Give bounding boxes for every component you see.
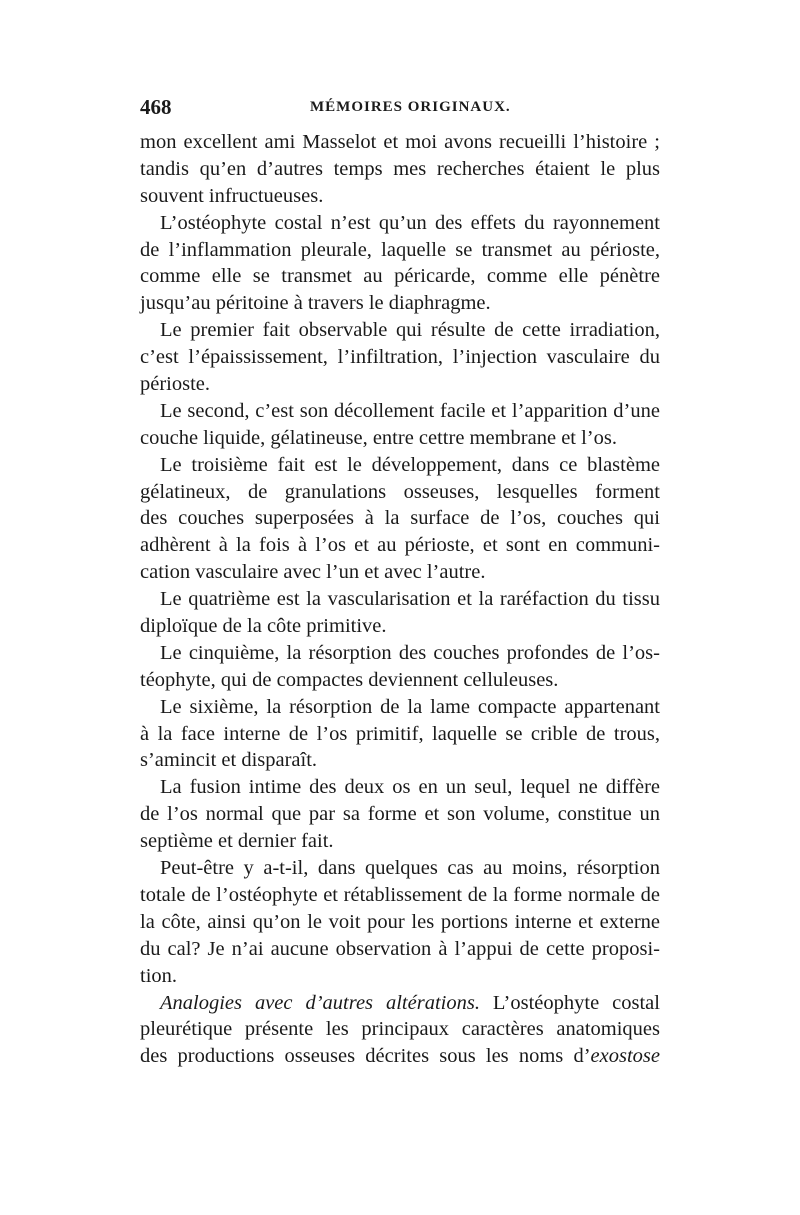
text-lines — [140, 129, 660, 990]
text-line: des couches superposées à la surface de l’os, couches qui — [140, 507, 660, 530]
text-line: c’est l’épaississement, l’infiltration, l’injection vasculaire du — [140, 346, 660, 369]
text-line: Le cinquième, la résorption des couches profondes de l’os- — [160, 641, 660, 664]
text-line: gélatineux, de granulations osseuses, lesquelles forment — [140, 480, 660, 503]
text-line: Le sixième, la résorption de la lame compacte appartenant — [160, 695, 660, 718]
text-line: L’ostéophyte costal n’est qu’un des effets du rayonnement — [160, 211, 660, 234]
text-line: du cal? Je n’ai aucune observation à l’appui de cette proposi- — [140, 937, 660, 960]
text-line: mon excellent ami Masselot et moi avons recueilli l’histoire ; — [140, 131, 660, 153]
text-line: périoste. — [140, 373, 211, 396]
text-line: de l’os normal que par sa forme et son volume, constitue un — [140, 803, 660, 826]
italic-term: exostose — [590, 1045, 660, 1068]
text-line: tandis qu’en d’autres temps mes recherches étaient le plus — [140, 157, 660, 180]
text-line — [140, 990, 660, 1017]
text-line: souvent infructueuses. — [140, 184, 324, 207]
section-heading: Analogies avec d’autres altérations. — [160, 991, 480, 1014]
text-line: Le troisième fait est le développement, dans ce blastème — [160, 453, 660, 476]
running-head — [140, 95, 660, 129]
text-line: adhèrent à la fois à l’os et au périoste, et sont en communi- — [140, 534, 660, 557]
text-line: Le quatrième est la vascularisation et la raréfaction du tissu — [160, 588, 660, 611]
text-line: tion. — [140, 964, 178, 987]
text-line — [140, 1043, 660, 1070]
text-line: La fusion intime des deux os en un seul, lequel ne diffère — [160, 776, 660, 799]
body-text — [140, 129, 660, 1070]
text-line: couche liquide, gélatineuse, entre cettre membrane et l’os. — [140, 426, 617, 449]
text-fragment: des productions osseuses décrites sous les noms d’ — [140, 1045, 591, 1068]
text-line: Le second, c’est son décollement facile et l’apparition d’une — [160, 399, 660, 422]
text-line: s’amincit et disparaît. — [140, 749, 318, 772]
text-line: jusqu’au péritoine à travers le diaphragme. — [140, 292, 491, 315]
text-line: totale de l’ostéophyte et rétablissement de la forme normale de — [140, 883, 660, 906]
text-line: cation vasculaire avec l’un et avec l’autre. — [140, 561, 486, 584]
page-number: 468 — [140, 95, 172, 119]
text-line: téophyte, qui de compactes deviennent celluleuses. — [140, 668, 559, 691]
text-line: à la face interne de l’os primitif, laquelle se crible de trous, — [140, 722, 660, 745]
text-fragment: L’ostéophyte costal — [479, 991, 660, 1014]
book-page — [140, 95, 660, 1070]
text-line: la côte, ainsi qu’on le voit pour les portions interne et externe — [140, 910, 660, 933]
text-line: de l’inflammation pleurale, laquelle se transmet au périoste, — [140, 238, 660, 261]
text-line: diploïque de la côte primitive. — [140, 615, 387, 638]
running-title: MÉMOIRES ORIGINAUX. — [310, 99, 511, 115]
text-line: septième et dernier fait. — [140, 830, 334, 853]
text-line: pleurétique présente les principaux caractères anatomiques — [140, 1018, 660, 1041]
text-line: comme elle se transmet au péricarde, comme elle pénètre — [140, 265, 660, 288]
text-line: Le premier fait observable qui résulte de cette irradiation, — [160, 319, 660, 342]
text-line: Peut-être y a-t-il, dans quelques cas au moins, résorption — [160, 857, 660, 880]
